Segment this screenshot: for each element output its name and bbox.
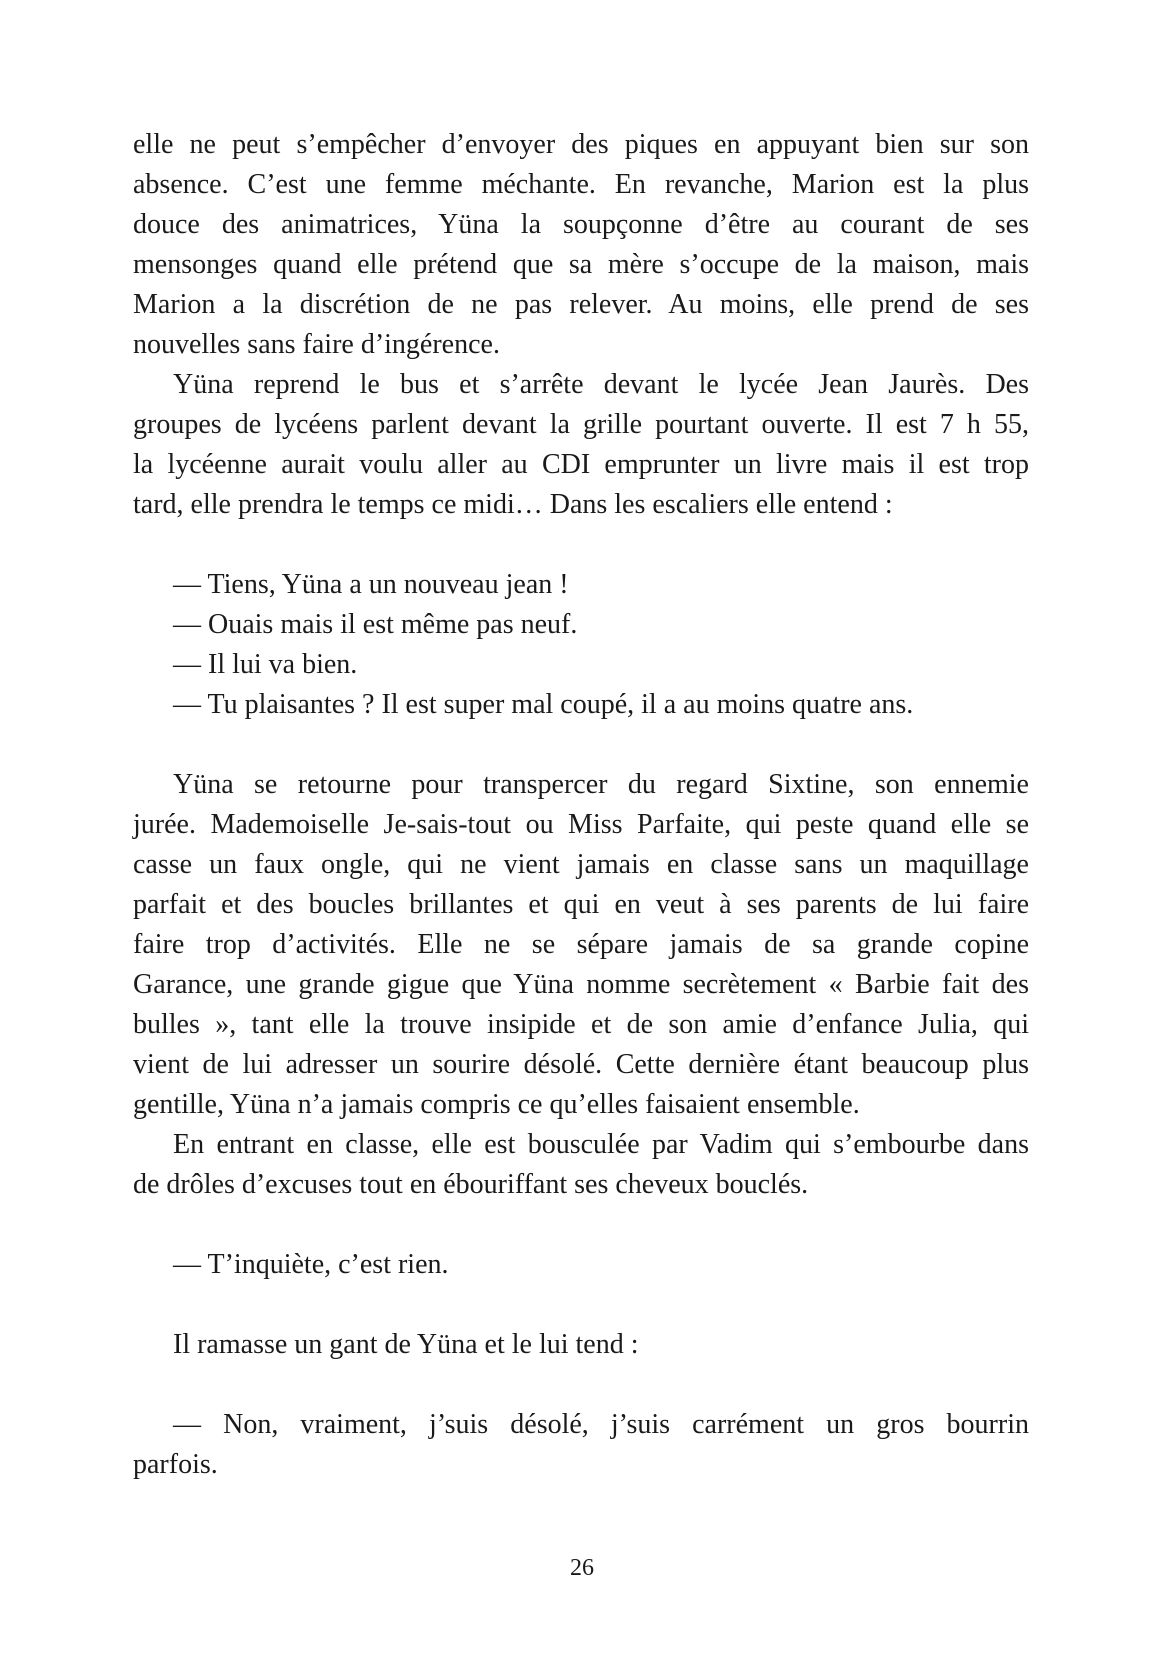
text-line: gentille, Yüna n’a jamais compris ce qu’elles faisaient ensemble.: [133, 1089, 860, 1120]
text-line: Il ramasse un gant de Yüna et le lui tend :: [173, 1329, 639, 1360]
text-line: douce des animatrices, Yüna la soupçonne d’être au courant de ses: [133, 209, 1029, 240]
text-line: jurée. Mademoiselle Je-sais-tout ou Miss Parfaite, qui peste quand elle se: [133, 809, 1029, 840]
text-line: mensonges quand elle prétend que sa mère s’occupe de la maison, mais: [133, 249, 1029, 280]
text-line: de drôles d’excuses tout en ébouriffant ses cheveux bouclés.: [133, 1169, 809, 1200]
text-line: la lycéenne aurait voulu aller au CDI emprunter un livre mais il est trop: [133, 449, 1029, 480]
text-line: groupes de lycéens parlent devant la grille pourtant ouverte. Il est 7 h 55,: [133, 409, 1029, 440]
text-line: Yüna se retourne pour transpercer du regard Sixtine, son ennemie: [173, 769, 1029, 800]
blank-line: [133, 725, 1029, 765]
text-line: nouvelles sans faire d’ingérence.: [133, 329, 500, 360]
dialogue-block-3: [133, 1405, 1029, 1485]
dialogue-line: — T’inquiète, c’est rien.: [173, 1249, 449, 1280]
text-line: elle ne peut s’empêcher d’envoyer des piques en appuyant bien sur son: [133, 129, 1029, 160]
dialogue-line: — Non, vraiment, j’suis désolé, j’suis carrément un gros bourrin: [173, 1409, 1029, 1440]
paragraph-3: [133, 765, 1029, 1125]
dialogue-line: — Ouais mais il est même pas neuf.: [173, 609, 578, 640]
page-number: 26: [570, 1555, 594, 1581]
text-line: En entrant en classe, elle est bousculée par Vadim qui s’embourbe dans: [173, 1129, 1029, 1160]
paragraph-5: [133, 1325, 1029, 1365]
text-line: Garance, une grande gigue que Yüna nomme secrètement « Barbie fait des: [133, 969, 1029, 1000]
paragraph-2: [133, 365, 1029, 525]
dialogue-block-2: [133, 1245, 1029, 1285]
dialogue-line: parfois.: [133, 1449, 218, 1480]
paragraph-4: [133, 1125, 1029, 1205]
blank-line: [133, 1285, 1029, 1325]
dialogue-block-1: [133, 565, 1029, 725]
page-body: [133, 125, 1029, 1485]
text-line: vient de lui adresser un sourire désolé. Cette dernière étant beaucoup plus: [133, 1049, 1029, 1080]
blank-line: [133, 1365, 1029, 1405]
dialogue-line: — Il lui va bien.: [173, 649, 358, 680]
text-line: casse un faux ongle, qui ne vient jamais en classe sans un maquillage: [133, 849, 1029, 880]
text-line: bulles », tant elle la trouve insipide et de son amie d’enfance Julia, qui: [133, 1009, 1029, 1040]
text-line: tard, elle prendra le temps ce midi… Dans les escaliers elle entend :: [133, 489, 893, 520]
text-line: absence. C’est une femme méchante. En revanche, Marion est la plus: [133, 169, 1029, 200]
text-line: Marion a la discrétion de ne pas relever. Au moins, elle prend de ses: [133, 289, 1029, 320]
paragraph-1: [133, 125, 1029, 365]
blank-line: [133, 525, 1029, 565]
text-line: Yüna reprend le bus et s’arrête devant le lycée Jean Jaurès. Des: [173, 369, 1029, 400]
dialogue-line: — Tiens, Yüna a un nouveau jean !: [173, 569, 569, 600]
dialogue-line: — Tu plaisantes ? Il est super mal coupé, il a au moins quatre ans.: [173, 689, 914, 720]
text-line: parfait et des boucles brillantes et qui en veut à ses parents de lui faire: [133, 889, 1029, 920]
blank-line: [133, 1205, 1029, 1245]
text-line: faire trop d’activités. Elle ne se sépare jamais de sa grande copine: [133, 929, 1029, 960]
